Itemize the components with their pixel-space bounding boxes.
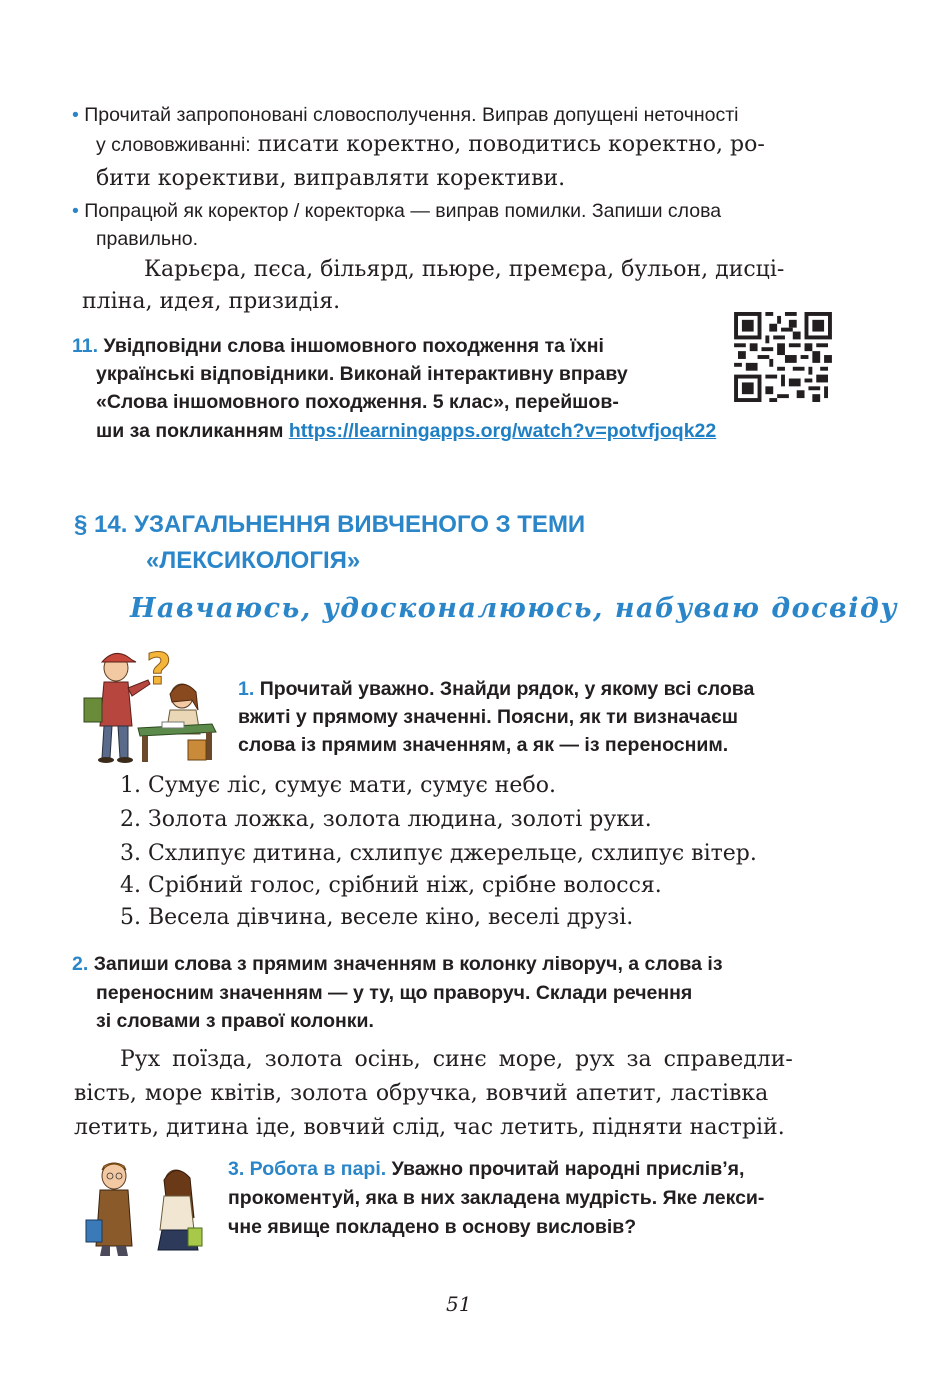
task-3-text-2: прокоментуй, яка в них закладена мудрість. Яке лекси- [228,1187,765,1209]
bullet-2-line-1 [72,200,721,223]
task-2-line-1 [72,953,723,976]
task-1-text-1: Прочитай уважно. Знайди рядок, у якому всі слова [259,678,755,700]
task-3-text-1: Уважно прочитай народні прислів’я, [386,1158,745,1180]
task-1-line-1 [238,678,754,701]
task-2-number: 2. [72,953,89,975]
task-11-text-2: українські відповідники. Виконай інтерактивну вправу [96,363,628,385]
section-title-line-2: «ЛЕКСИКОЛОГІЯ» [146,547,361,574]
task-3-text-3: чне явище покладено в основу висловів? [228,1216,637,1238]
task-2-text-3: зі словами з правої колонки. [96,1010,374,1032]
task-11-text-3: «Слова іншомовного походження. 5 клас», перейшов- [96,391,619,413]
task-2-words-2: вість, море квітів, золота обручка, вовчий апетит, ластівка [74,1081,769,1106]
task-11-text-4: ши за покликанням [96,420,284,442]
task-2-words-1: Рух поїзда, золота осінь, синє море, рух за справедли- [120,1047,793,1072]
section-subtitle: Навчаюсь, удосконалююсь, набуваю досвіду [130,593,898,624]
svg-text:?: ? [146,644,172,695]
task-11-text-1: Увідповідни слова іншомовного походження та їхні [103,335,604,357]
bullet-1-lead2: у слововживанні: [96,134,251,156]
task-1-number: 1. [238,678,255,700]
task-1-text-3: слова із прямим значенням, а як — із переносним. [238,734,729,756]
pair-work-illustration-icon [78,1158,214,1258]
list-item: 5. Весела дівчина, веселе кіно, веселі друзі. [120,905,634,930]
students-desk-illustration-icon [78,640,220,768]
qr-code-icon[interactable] [733,312,833,402]
bullet-marker: • [72,200,79,222]
bullet-2-lead2: правильно. [96,228,199,250]
bullet-marker: • [72,104,79,126]
task-11-line-1 [72,335,604,358]
task-1-text-2: вжиті у прямому значенні. Поясни, як ти визначаєш [238,706,739,728]
bullet-2-example-2: пліна, идея, призидія. [82,289,341,314]
bullet-1-line-1 [72,104,739,127]
task-11-number: 11. [72,335,99,357]
list-item: 1. Сумує ліс, сумує мати, сумує небо. [120,773,556,798]
task-2-text-1: Запиши слова з прямим значенням в колонку ліворуч, а слова із [93,953,723,975]
bullet-1-line-2 [96,132,765,157]
task-2-text-2: переносним значенням — у ту, що праворуч. Склади речення [96,982,693,1004]
learningapps-link[interactable]: https://learningapps.org/watch?v=potvfjoqk22 [288,420,717,442]
bullet-1-lead: Прочитай запропоновані словосполучення. Виправ допущені неточності [84,104,739,126]
task-3-line-1 [228,1158,744,1181]
list-item: 4. Срібний голос, срібний ніж, срібне волосся. [120,873,662,898]
task-2-words-3: летить, дитина іде, вовчий слід, час летить, підняти настрій. [74,1115,785,1140]
bullet-1-example-2: бити корективи, виправляти корективи. [96,166,566,191]
list-item: 3. Схлипує дитина, схлипує джерельце, схлипує вітер. [120,841,757,866]
task-3-label: 3. Робота в парі. [228,1158,387,1180]
section-title-line-1: § 14. УЗАГАЛЬНЕННЯ ВИВЧЕНОГО З ТЕМИ [74,511,586,538]
page-number: 51 [446,1292,472,1316]
list-item: 2. Золота ложка, золота людина, золоті руки. [120,807,652,832]
task-11-line-4 [96,420,716,443]
bullet-2-lead: Попрацюй як коректор / коректорка — виправ помилки. Запиши слова [84,200,722,222]
bullet-2-example-1: Карьєра, пєса, більярд, пьюре, премєра, бульон, дисці- [144,257,785,282]
bullet-1-example-1: писати коректно, поводитись коректно, ро- [250,132,765,157]
